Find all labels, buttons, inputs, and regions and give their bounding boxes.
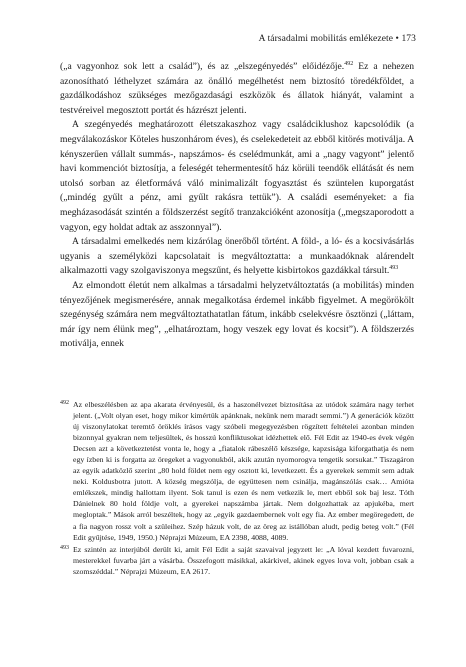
body-paragraph — [60, 118, 414, 235]
body-paragraph — [60, 60, 414, 118]
footnote-text: Az elbeszélésben az apa akarata érvényesül, és a haszonélvezet biztosítása az utódok számára nagy terhet jelent. („Volt olyan eset, hogy mikor kimértük apánknak, nekünk nem maradt semmi.”) A generációk között új viszonylatokat teremtő öröklés írásos vagy szóbeli megegyezésben rögzített feltételei azonban minden bizonnyal gyakran nem teljesültek, és hosszú konfliktusokat idézhettek elő. Fél Edit az 1940-es évek végén Decsen azt a következtetést vonta le, hogy a „fiatalok rábeszélő készsége, kapzsisága kiforgathatja és nem egy ízben ki is forgatta az öregeket a vagyonukból, akik azután nyomorogva tengetik sorsukat.” Tiszagáron az egyik adatközlő szerint „80 hold földet nem egy osztott ki, levetkezett. És a gyerekek semmit sem adtak neki. Koldusbotra jutott. A község megszólja, de együttesen nem csinálja, magánszólás csak… Amióta emlékszek, mindig hallottam ilyent. Sok tanul is ezen és nem vetkezik le, mert ebből sok baj lesz. Tóth Dánielnek 80 hold földje volt, a gyerekei napszámba jártak. Nem dolgozhattak az apjukéba, mert megloptak.” Mások arról beszéltek, hogy az „egyik gazdaembernek volt egy fia. Az ember megöregedett, de a fia nagyon rossz volt a szüleihez. Szép házuk volt, de az öreg az istállóban aludt, pedig beteg volt.” (Fél Edit gyűjtése, 1949, 1950.) Néprajzi Múzeum, EA 2398, 4088, 4089. — [73, 400, 414, 542]
paragraph-text: Ez a nehezen azonosítható léthelyzet számára az önálló megélhetést nem biztosító töredékföldet, a gazdálkodáshoz szükséges mezőgazdasági eszközök és állatok hiányát, valamint a testvéreivel megosztott portát és házrészt jelenti. — [60, 61, 415, 116]
paragraph-text: A társadalmi emelkedés nem kizárólag önerőből történt. A föld-, a ló- és a kocsivásárlás ugyanis a személyközi kapcsolatait is megváltoztatta: a munkaadóknak alárendelt alkalmazotti vagy szolgaviszonya megszűnt, és helyette kisbirtokos gazdákkal társult. — [60, 236, 414, 277]
footnote-ref: 493 — [389, 265, 399, 272]
body-paragraph — [60, 279, 414, 352]
footnote-number: 493 — [60, 544, 69, 551]
footnote-text: Ez szintén az interjúból derült ki, amit Fél Edit a saját szavaival jegyzett le: „A lóval kezdett fuvarozni, mesterekkel fuvarba járt a vásárba. Összefogott másikkal, akárkivel, akinek egyes lova volt, jobban csak a szomszéddal.” Néprajzi Múzeum, EA 2617. — [73, 544, 414, 576]
footnote-number: 492 — [60, 400, 69, 406]
paragraph-text: A szegényedés meghatározott életszakaszhoz vagy családciklushoz kapcsolódik (a megválakozáskor Köteles huszonhárom éves), és cselekedeteit az ebből kitörés motiválja. A kényszerűen vállalt summás-, napszámos- és cselédmunkát, ami a „nagy vagyont” jelentő havi kommenciót biztosítja, a feleségét tehermentesítő ház körüli teendők ellátását és nem utolsó sorban az életformává váló minimalizált fogyasztást és szüntelen kuporgatást („mindég gyűlt a pénz, ami gyűlt rakásra tettük”). A családi eseményeket: a fia megházasodását szintén a földszerzést segítő tranzakcióként azonosítja („megszaporodott a vagyon, egy holdat adtak az asszonnyal”). — [60, 119, 414, 233]
running-head: A társadalmi mobilitás emlékezete • 173 — [258, 34, 416, 44]
footnotes — [60, 399, 414, 578]
paragraph-text: Az elmondott életút nem alkalmas a társadalmi helyzetváltoztatás (a mobilitás) minden tényezőjének megismerésére, annak megalkotása érdemel inkább figyelmet. A megörökölt szegénység számára nem megváltoztathatatlan fátum, inkább cselekvésre ösztönzi („láttam, már így nem élünk meg”, „elhatároztam, hogy veszek egy lovat és kocsit”). A földszerzés motiválja, ennek — [60, 279, 414, 350]
footnote-ref: 492 — [344, 60, 354, 67]
footnote — [60, 399, 414, 543]
main-text — [60, 60, 414, 352]
paragraph-text: („a vagyonhoz sok lett a család”), és az „elszegényedés” előidézője. — [60, 61, 345, 72]
body-paragraph — [60, 235, 414, 279]
footnote — [60, 544, 414, 577]
